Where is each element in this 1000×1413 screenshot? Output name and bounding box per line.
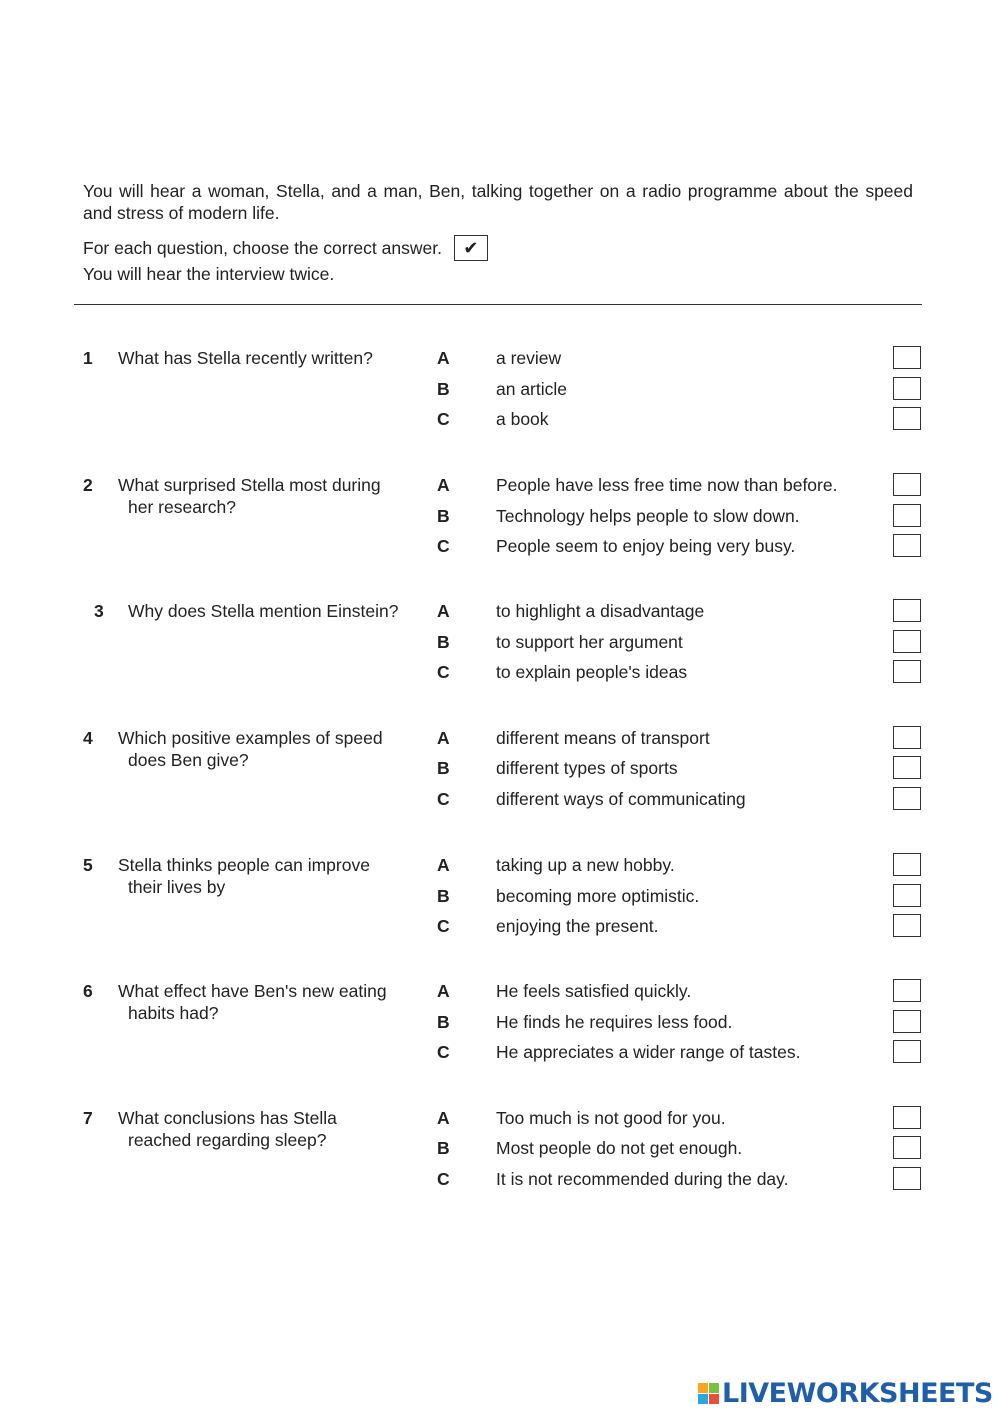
answer-checkbox[interactable] [893,630,921,653]
question-number: 4 [83,728,93,748]
option-letter: C [437,409,450,429]
option-a [0,980,1000,1004]
intro-choose-text: For each question, choose the correct answer. [83,238,442,258]
logo-text: LIVEWORKSHEETS [722,1378,993,1409]
logo-mark-icon [698,1383,719,1404]
option-text: to support her argument [496,632,683,652]
answer-checkbox[interactable] [893,1167,921,1190]
question-number: 1 [83,348,93,368]
tick-example-box [454,235,488,261]
option-b [0,1137,1000,1161]
answer-checkbox[interactable] [893,1040,921,1063]
answer-checkbox[interactable] [893,884,921,907]
option-c [0,1168,1000,1192]
option-text: People have less free time now than before. [496,475,838,495]
intro-twice-text: You will hear the interview twice. [83,264,335,284]
answer-checkbox[interactable] [893,1136,921,1159]
option-text: Most people do not get enough. [496,1138,743,1158]
option-text: Too much is not good for you. [496,1108,726,1128]
option-text: taking up a new hobby. [496,855,675,875]
option-text: an article [496,379,568,399]
option-letter: A [437,348,450,368]
option-text: a book [496,409,549,429]
question-text: What conclusions has Stella reached regarding sleep? [118,1108,337,1150]
option-text: People seem to enjoy being very busy. [496,536,796,556]
option-a [0,474,1000,498]
question-number: 3 [94,601,104,621]
option-text: He finds he requires less food. [496,1012,733,1032]
option-c [0,661,1000,685]
option-c [0,788,1000,812]
answer-checkbox[interactable] [893,346,921,369]
question-number: 6 [83,981,93,1001]
logo-square-red [709,1394,719,1404]
answer-checkbox[interactable] [893,473,921,496]
option-b [0,505,1000,529]
answer-checkbox[interactable] [893,599,921,622]
answer-checkbox[interactable] [893,377,921,400]
option-letter: C [437,916,450,936]
option-a [0,600,1000,624]
option-a [0,1107,1000,1131]
option-text: different means of transport [496,728,710,748]
option-b [0,378,1000,402]
option-letter: B [437,632,450,652]
question-5 [0,854,1000,949]
liveworksheets-logo [698,1378,993,1409]
option-b [0,631,1000,655]
answer-checkbox[interactable] [893,1010,921,1033]
answer-checkbox[interactable] [893,407,921,430]
answer-checkbox[interactable] [893,660,921,683]
option-text: different types of sports [496,758,678,778]
logo-square-blue [698,1394,708,1404]
option-letter: A [437,475,450,495]
answer-checkbox[interactable] [893,756,921,779]
option-letter: C [437,789,450,809]
option-c [0,535,1000,559]
option-text: to explain people's ideas [496,662,688,682]
answer-checkbox[interactable] [893,1106,921,1129]
option-letter: B [437,1012,450,1032]
option-text: different ways of communicating [496,789,746,809]
answer-checkbox[interactable] [893,726,921,749]
question-number: 2 [83,475,93,495]
divider [74,304,922,305]
option-letter: B [437,886,450,906]
option-letter: A [437,855,450,875]
option-letter: A [437,981,450,1001]
option-letter: A [437,728,450,748]
answer-checkbox[interactable] [893,504,921,527]
question-2 [0,474,1000,569]
question-number: 5 [83,855,93,875]
question-3 [0,600,1000,695]
option-text: becoming more optimistic. [496,886,700,906]
option-a [0,347,1000,371]
question-text: What has Stella recently written? [118,348,373,368]
option-text: to highlight a disadvantage [496,601,705,621]
option-c [0,408,1000,432]
option-a [0,854,1000,878]
question-6 [0,980,1000,1075]
option-text: He feels satisfied quickly. [496,981,692,1001]
option-text: enjoying the present. [496,916,659,936]
logo-square-orange [698,1383,708,1393]
logo-square-green [709,1383,719,1393]
option-letter: B [437,1138,450,1158]
question-1 [0,347,1000,442]
question-4 [0,727,1000,822]
question-text: Why does Stella mention Einstein? [128,601,399,621]
answer-checkbox[interactable] [893,787,921,810]
option-text: It is not recommended during the day. [496,1169,789,1189]
option-b [0,757,1000,781]
option-letter: B [437,758,450,778]
option-letter: A [437,601,450,621]
question-number: 7 [83,1108,93,1128]
option-letter: C [437,662,450,682]
question-text: What surprised Stella most during her research? [118,475,381,517]
option-letter: C [437,536,450,556]
question-text: Stella thinks people can improve their lives by [118,855,370,897]
option-letter: C [437,1169,450,1189]
answer-checkbox[interactable] [893,853,921,876]
option-b [0,1011,1000,1035]
question-text: Which positive examples of speed does Ben give? [118,728,383,770]
option-text: Technology helps people to slow down. [496,506,800,526]
option-c [0,915,1000,939]
intro-text: You will hear a woman, Stella, and a man, Ben, talking together on a radio programme about the speed and stress of modern life. [83,181,913,223]
instructions [83,180,913,285]
option-b [0,885,1000,909]
intro-choose-line [83,234,913,262]
option-letter: A [437,1108,450,1128]
answer-checkbox[interactable] [893,979,921,1002]
option-letter: B [437,379,450,399]
option-a [0,727,1000,751]
question-7 [0,1107,1000,1202]
option-text: He appreciates a wider range of tastes. [496,1042,801,1062]
checkmark-icon: ✔ [463,238,479,258]
question-text: What effect have Ben's new eating habits had? [118,981,387,1023]
option-letter: B [437,506,450,526]
option-letter: C [437,1042,450,1062]
answer-checkbox[interactable] [893,534,921,557]
answer-checkbox[interactable] [893,914,921,937]
option-c [0,1041,1000,1065]
option-text: a review [496,348,562,368]
